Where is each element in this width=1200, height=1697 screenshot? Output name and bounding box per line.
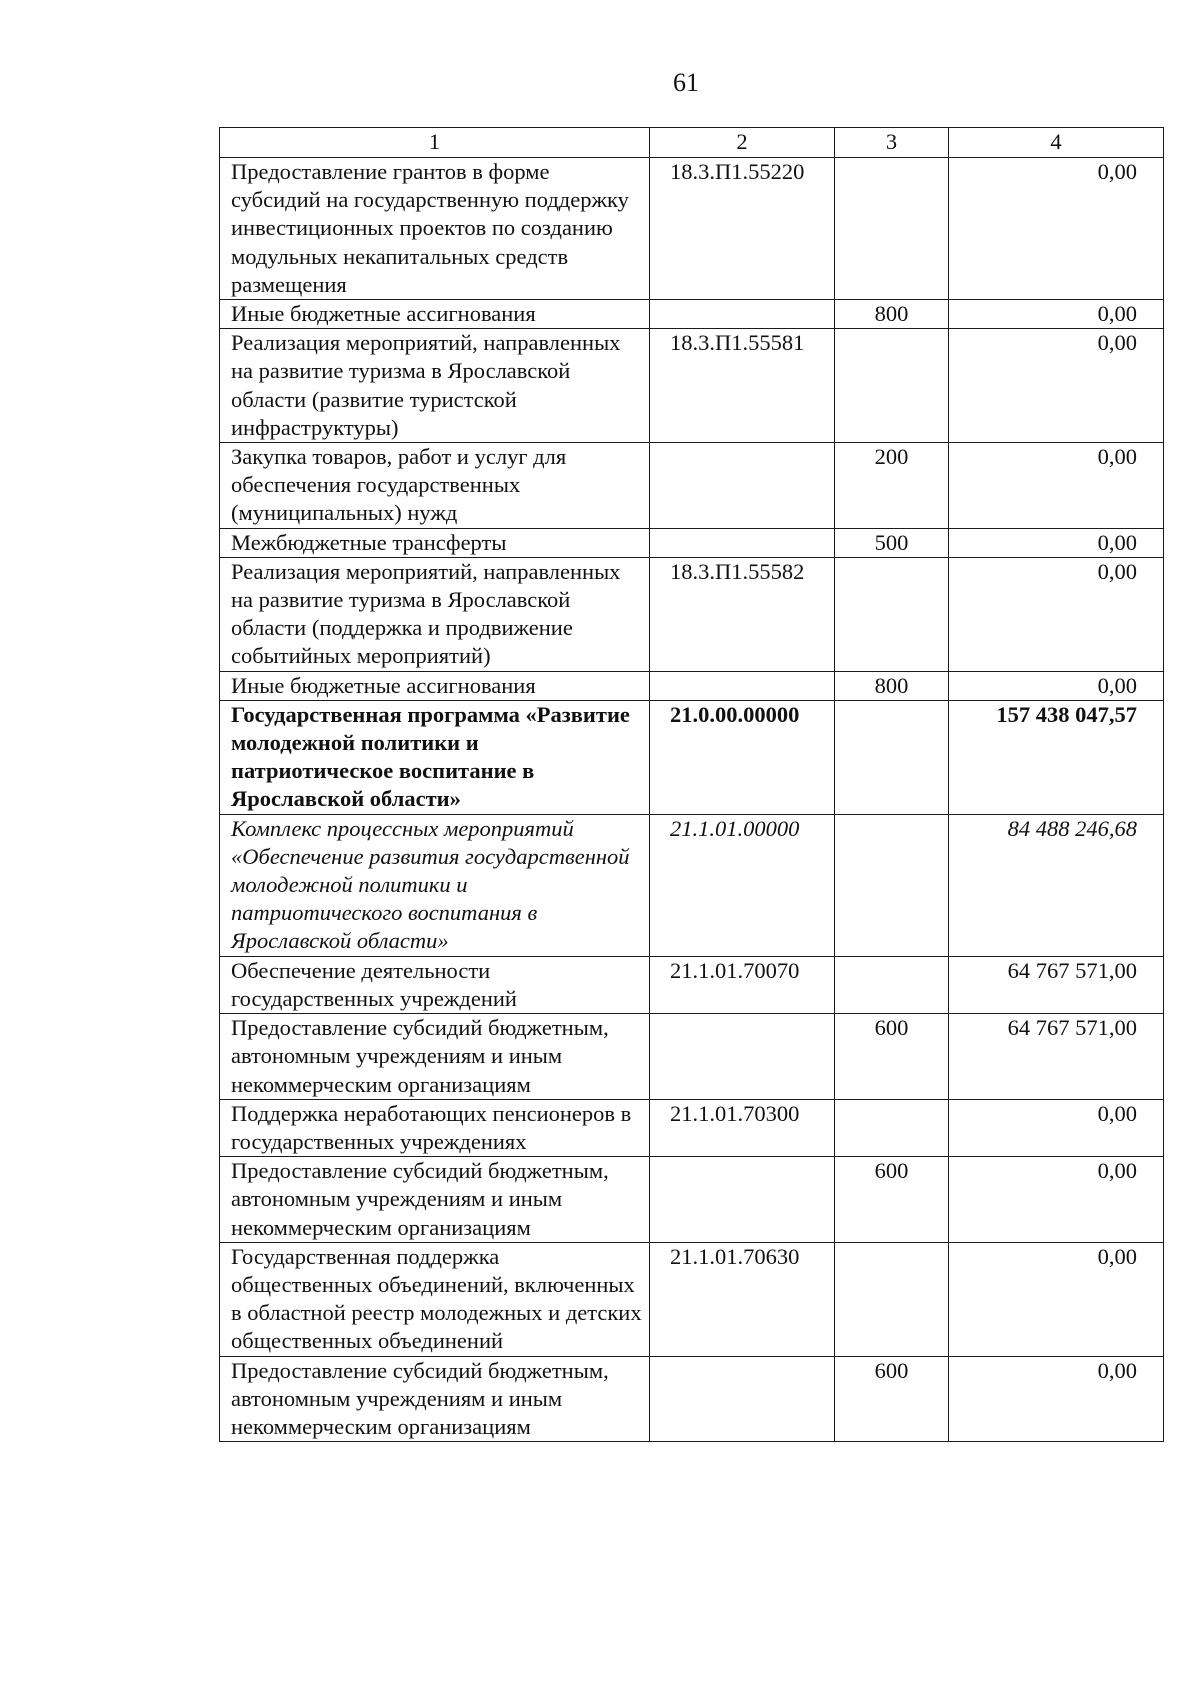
expense-type <box>835 700 949 814</box>
target-code <box>650 671 835 700</box>
expense-type: 500 <box>835 528 949 557</box>
expense-type: 600 <box>835 1356 949 1442</box>
item-name: Комплекс процессных мероприятий «Обеспечение развития государственной молодежной политики и патриотического воспитания в Ярославской области» <box>220 814 650 956</box>
amount: 0,00 <box>949 1099 1164 1156</box>
target-code: 21.1.01.70630 <box>650 1242 835 1356</box>
item-name: Государственная поддержка общественных объединений, включенных в областной реестр молодежных и детских общественных объединений <box>220 1242 650 1356</box>
item-name: Реализация мероприятий, направленных на развитие туризма в Ярославской области (поддержка и продвижение событийных мероприятий) <box>220 557 650 671</box>
amount: 0,00 <box>949 557 1164 671</box>
amount: 0,00 <box>949 1242 1164 1356</box>
target-code <box>650 528 835 557</box>
target-code <box>650 1014 835 1100</box>
item-name: Предоставление грантов в форме субсидий на государственную поддержку инвестиционных проектов по созданию модульных некапитальных средств размещения <box>220 158 650 300</box>
item-name: Обеспечение деятельности государственных учреждений <box>220 956 650 1013</box>
target-code: 18.3.П1.55220 <box>650 158 835 300</box>
target-code: 18.3.П1.55582 <box>650 557 835 671</box>
item-name: Предоставление субсидий бюджетным, автономным учреждениям и иным некоммерческим организациям <box>220 1014 650 1100</box>
amount: 0,00 <box>949 1157 1164 1243</box>
amount: 0,00 <box>949 329 1164 443</box>
table-row <box>220 1014 1164 1100</box>
table-row <box>220 443 1164 529</box>
item-name: Закупка товаров, работ и услуг для обеспечения государственных (муниципальных) нужд <box>220 443 650 529</box>
amount: 64 767 571,00 <box>949 956 1164 1013</box>
amount: 0,00 <box>949 528 1164 557</box>
target-code: 21.1.01.00000 <box>650 814 835 956</box>
target-code: 18.3.П1.55581 <box>650 329 835 443</box>
table-row <box>220 300 1164 329</box>
expense-type <box>835 329 949 443</box>
item-name: Реализация мероприятий, направленных на развитие туризма в Ярославской области (развитие туристской инфраструктуры) <box>220 329 650 443</box>
item-name: Иные бюджетные ассигнования <box>220 300 650 329</box>
amount: 0,00 <box>949 443 1164 529</box>
item-name: Иные бюджетные ассигнования <box>220 671 650 700</box>
table-body <box>220 158 1164 1442</box>
table-row <box>220 1242 1164 1356</box>
table-row <box>220 1157 1164 1243</box>
target-code: 21.1.01.70300 <box>650 1099 835 1156</box>
table-row <box>220 158 1164 300</box>
page-number: 61 <box>673 68 699 97</box>
item-name: Государственная программа «Развитие молодежной политики и патриотическое воспитание в Ярославской области» <box>220 700 650 814</box>
column-header: 3 <box>835 128 949 158</box>
amount: 0,00 <box>949 300 1164 329</box>
expense-type: 800 <box>835 671 949 700</box>
expense-type <box>835 814 949 956</box>
amount: 0,00 <box>949 158 1164 300</box>
table-row <box>220 528 1164 557</box>
table-row <box>220 329 1164 443</box>
target-code: 21.1.01.70070 <box>650 956 835 1013</box>
table-row <box>220 1356 1164 1442</box>
expense-type <box>835 1242 949 1356</box>
target-code <box>650 1157 835 1243</box>
table-row <box>220 700 1164 814</box>
target-code: 21.0.00.00000 <box>650 700 835 814</box>
expense-type: 600 <box>835 1014 949 1100</box>
target-code <box>650 443 835 529</box>
expense-type: 800 <box>835 300 949 329</box>
table-header-row <box>220 128 1164 158</box>
target-code <box>650 300 835 329</box>
column-header: 4 <box>949 128 1164 158</box>
budget-table <box>219 127 1164 1442</box>
expense-type: 200 <box>835 443 949 529</box>
table-row <box>220 1099 1164 1156</box>
column-header: 1 <box>220 128 650 158</box>
amount: 64 767 571,00 <box>949 1014 1164 1100</box>
amount: 0,00 <box>949 671 1164 700</box>
expense-type <box>835 1099 949 1156</box>
item-name: Поддержка неработающих пенсионеров в государственных учреждениях <box>220 1099 650 1156</box>
target-code <box>650 1356 835 1442</box>
table-row <box>220 956 1164 1013</box>
table-row <box>220 671 1164 700</box>
expense-type <box>835 557 949 671</box>
table-row <box>220 814 1164 956</box>
amount: 157 438 047,57 <box>949 700 1164 814</box>
table-row <box>220 557 1164 671</box>
amount: 84 488 246,68 <box>949 814 1164 956</box>
amount: 0,00 <box>949 1356 1164 1442</box>
item-name: Межбюджетные трансферты <box>220 528 650 557</box>
item-name: Предоставление субсидий бюджетным, автономным учреждениям и иным некоммерческим организациям <box>220 1356 650 1442</box>
expense-type <box>835 956 949 1013</box>
expense-type <box>835 158 949 300</box>
column-header: 2 <box>650 128 835 158</box>
expense-type: 600 <box>835 1157 949 1243</box>
item-name: Предоставление субсидий бюджетным, автономным учреждениям и иным некоммерческим организациям <box>220 1157 650 1243</box>
